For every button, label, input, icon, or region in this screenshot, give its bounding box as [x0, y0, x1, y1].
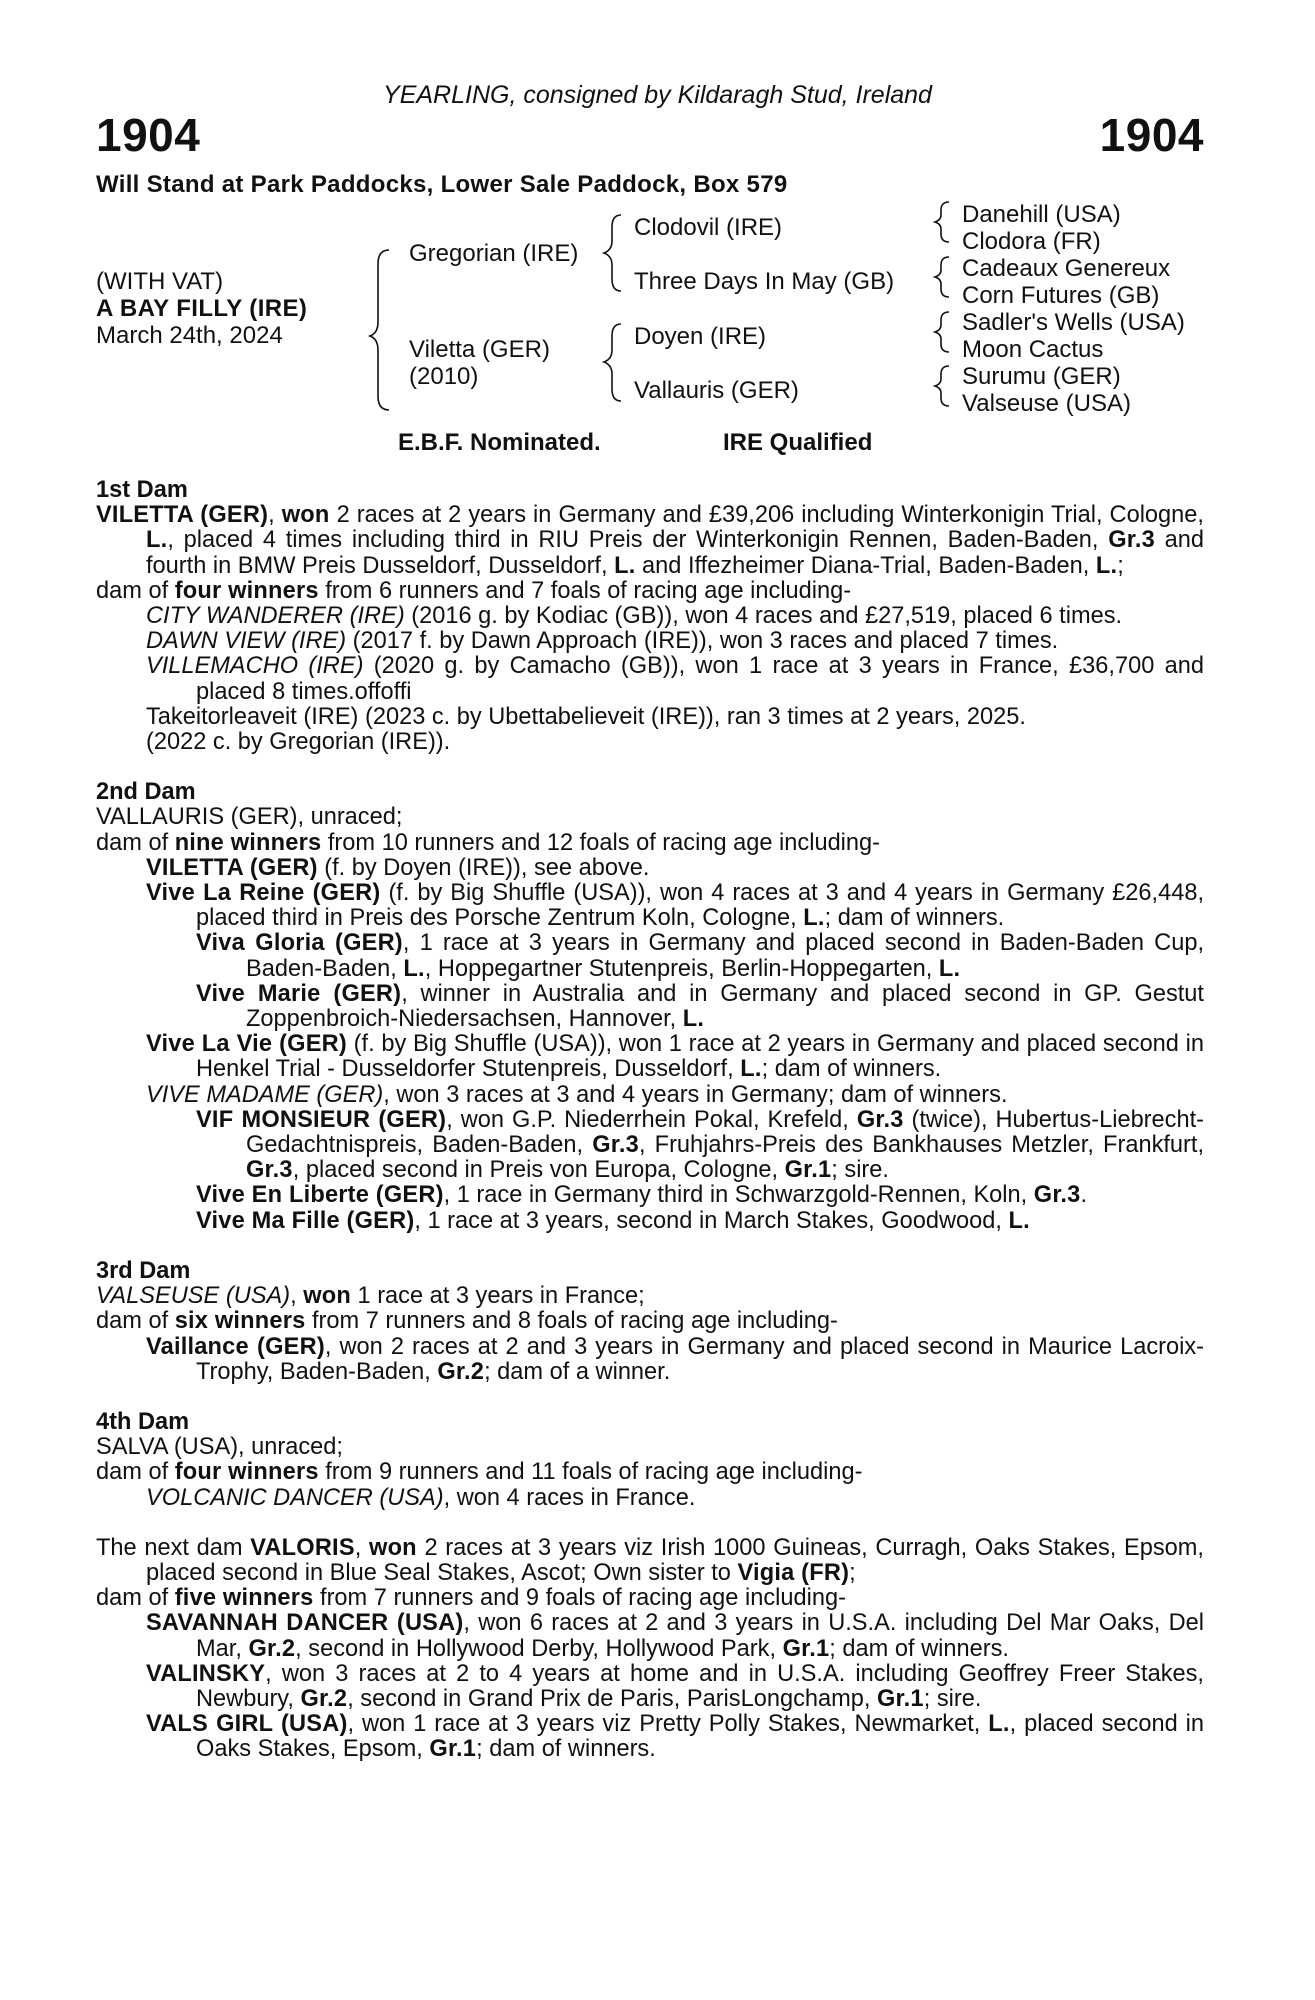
bracket-sire: [604, 215, 621, 291]
dam-record: VALLAURIS (GER), unraced;: [96, 804, 403, 831]
dam-name: Viletta (GER): [409, 336, 550, 363]
sire-sire: Clodovil (IRE): [634, 214, 783, 241]
catalogue-body: [96, 478, 1204, 1763]
lot-number-left: 1904: [96, 109, 201, 161]
offspring-entry: Vaillance (GER), won 2 races at 2 and 3 years in Germany and placed second in Maurice Lacroix-Trophy, Baden-Baden, Gr.2; dam of a winner.: [146, 1333, 1204, 1385]
offspring-entry: Vive La Vie (GER) (f. by Big Shuffle (USA)), won 1 race at 2 years in Germany and placed second in Henkel Trial - Dusseldorfer Stutenpreis, Dusseldorf, L.; dam of winners.: [146, 1031, 1204, 1083]
section-3rd-dam: [96, 1259, 1204, 1385]
section-2nd-dam: [96, 780, 1204, 1234]
offspring-entry: VALINSKY, won 3 races at 2 to 4 years at home and in U.S.A. including Geoffrey Freer Stakes, Newbury, Gr.2, second in Grand Prix de Paris, ParisLongchamp, Gr.1; sire.: [146, 1660, 1204, 1712]
g3-ancestor: Surumu (GER): [962, 363, 1121, 390]
dam-record: SALVA (USA), unraced;: [96, 1434, 343, 1461]
offspring-entry: Takeitorleaveit (IRE) (2023 c. by Ubettabelieveit (IRE)), ran 3 times at 2 years, 2025.: [146, 703, 1026, 730]
g3-ancestor: Corn Futures (GB): [962, 282, 1160, 309]
stand-location: Will Stand at Park Paddocks, Lower Sale Paddock, Box 579: [96, 171, 788, 198]
dam-year: (2010): [409, 363, 479, 390]
section-title: 2nd Dam: [96, 779, 196, 806]
section-title: 4th Dam: [96, 1408, 190, 1435]
bracket-g3-3: [935, 312, 949, 352]
section-title: 1st Dam: [96, 477, 188, 503]
grand-offspring-entry: Vive Ma Fille (GER), 1 race at 3 years, second in March Stakes, Goodwood, L.: [196, 1207, 1030, 1234]
offspring-entry: Vive La Reine (GER) (f. by Big Shuffle (USA)), won 4 races at 3 and 4 years in Germany £26,448, placed third in Preis des Porsche Zentrum Koln, Cologne, L.; dam of winners.: [146, 880, 1205, 932]
offspring-entry: VILLEMACHO (IRE) (2020 g. by Camacho (GB)), won 1 race at 3 years in France, £36,700 and placed 8 times.offoffi: [146, 653, 1204, 705]
dam-sire: Doyen (IRE): [634, 323, 767, 350]
sire-dam: Three Days In May (GB): [634, 268, 895, 295]
dam-record: VALSEUSE (USA), won 1 race at 3 years in France;: [96, 1283, 645, 1310]
g3-ancestor: Danehill (USA): [962, 201, 1121, 228]
g3-ancestor: Moon Cactus: [962, 336, 1104, 363]
section-title: 3rd Dam: [96, 1257, 191, 1284]
bracket-dam: [604, 324, 621, 401]
horse-name: A BAY FILLY (IRE): [96, 295, 308, 322]
vat-note: (WITH VAT): [96, 268, 224, 295]
dam-record: VILETTA (GER), won 2 races at 2 years in Germany and £39,206 including Winterkonigin Trial, Cologne, L., placed 4 times including third in RIU Preis der Winterkonigin Rennen, Baden-Baden, Gr.3 and fourth in BMW Preis Dusseldorf, Dusseldorf, L. and Iffezheimer Diana-Trial, Baden-Baden, L.;: [96, 502, 1204, 579]
g3-ancestor: Sadler's Wells (USA): [962, 309, 1185, 336]
dam-of-line: dam of nine winners from 10 runners and 12 foals of racing age including-: [96, 829, 881, 856]
section-4th-dam: [96, 1410, 1204, 1511]
grand-offspring-entry: VIF MONSIEUR (GER), won G.P. Niederrhein Pokal, Krefeld, Gr.3 (twice), Hubertus-Liebrecht-Gedachtnispreis, Baden-Baden, Gr.3, Fruhjahrs-Preis des Bankhauses Metzler, Frankfurt, Gr.3, placed second in Preis von Europa, Cologne, Gr.1; sire.: [196, 1106, 1205, 1184]
offspring-entry: SAVANNAH DANCER (USA), won 6 races at 2 and 3 years in U.S.A. including Del Mar Oaks, Del Mar, Gr.2, second in Hollywood Derby, Hollywood Park, Gr.1; dam of winners.: [146, 1610, 1204, 1662]
bracket-g3-4: [935, 366, 949, 406]
offspring-entry: DAWN VIEW (IRE) (2017 f. by Dawn Approach (IRE)), won 3 races and placed 7 times.: [146, 628, 1059, 655]
section-next-dam: [96, 1536, 1204, 1763]
offspring-entry: VOLCANIC DANCER (USA), won 4 races in France.: [146, 1484, 696, 1511]
ire-qualified: IRE Qualified: [723, 429, 873, 456]
pedigree-brackets: [0, 0, 1315, 500]
grand-offspring-entry: Viva Gloria (GER), 1 race at 3 years in Germany and placed second in Baden-Baden Cup, Baden-Baden, L., Hoppegartner Stutenpreis, Berlin-Hoppegarten, L.: [196, 930, 1204, 982]
g3-ancestor: Cadeaux Genereux: [962, 255, 1171, 282]
lot-number-right: 1904: [1099, 109, 1204, 161]
dam-record: The next dam VALORIS, won 2 races at 3 years viz Irish 1000 Guineas, Curragh, Oaks Stakes, Epsom, placed second in Blue Seal Stakes, Ascot; Own sister to Vigia (FR);: [96, 1534, 1204, 1586]
dam-of-line: dam of four winners from 9 runners and 11 foals of racing age including-: [96, 1459, 863, 1486]
ebf-nominated: E.B.F. Nominated.: [398, 429, 601, 456]
bracket-main: [370, 250, 389, 410]
section-1st-dam: [96, 478, 1204, 755]
offspring-entry: VALS GIRL (USA), won 1 race at 3 years viz Pretty Polly Stakes, Newmarket, L., placed second in Oaks Stakes, Epsom, Gr.1; dam of winners.: [146, 1711, 1204, 1763]
grand-offspring-entry: Vive En Liberte (GER), 1 race in Germany third in Schwarzgold-Rennen, Koln, Gr.3.: [196, 1182, 1088, 1209]
offspring-entry: (2022 c. by Gregorian (IRE)).: [146, 729, 451, 756]
offspring-entry: VILETTA (GER) (f. by Doyen (IRE)), see above.: [146, 854, 650, 881]
foaling-date: March 24th, 2024: [96, 322, 283, 349]
dam-of-line: dam of six winners from 7 runners and 8 foals of racing age including-: [96, 1308, 838, 1335]
offspring-entry: VIVE MADAME (GER), won 3 races at 3 and 4 years in Germany; dam of winners.: [146, 1081, 1008, 1108]
dam-of-line: dam of four winners from 6 runners and 7 foals of racing age including-: [96, 577, 852, 604]
g3-ancestor: Clodora (FR): [962, 228, 1101, 255]
bracket-g3-2: [935, 257, 949, 297]
dam-of-line: dam of five winners from 7 runners and 9 foals of racing age including-: [96, 1585, 846, 1612]
sire-name: Gregorian (IRE): [409, 240, 579, 267]
grand-offspring-entry: Vive Marie (GER), winner in Australia and in Germany and placed second in GP. Gestut Zoppenbroich-Niedersachsen, Hannover, L.: [196, 980, 1204, 1033]
offspring-entry: CITY WANDERER (IRE) (2016 g. by Kodiac (GB)), won 4 races and £27,519, placed 6 times.: [146, 603, 1123, 630]
g3-ancestor: Valseuse (USA): [962, 390, 1131, 417]
bracket-g3-1: [935, 202, 949, 242]
consignment-subtitle: YEARLING, consigned by Kildaragh Stud, Ireland: [383, 81, 932, 109]
dam-dam: Vallauris (GER): [634, 377, 799, 404]
